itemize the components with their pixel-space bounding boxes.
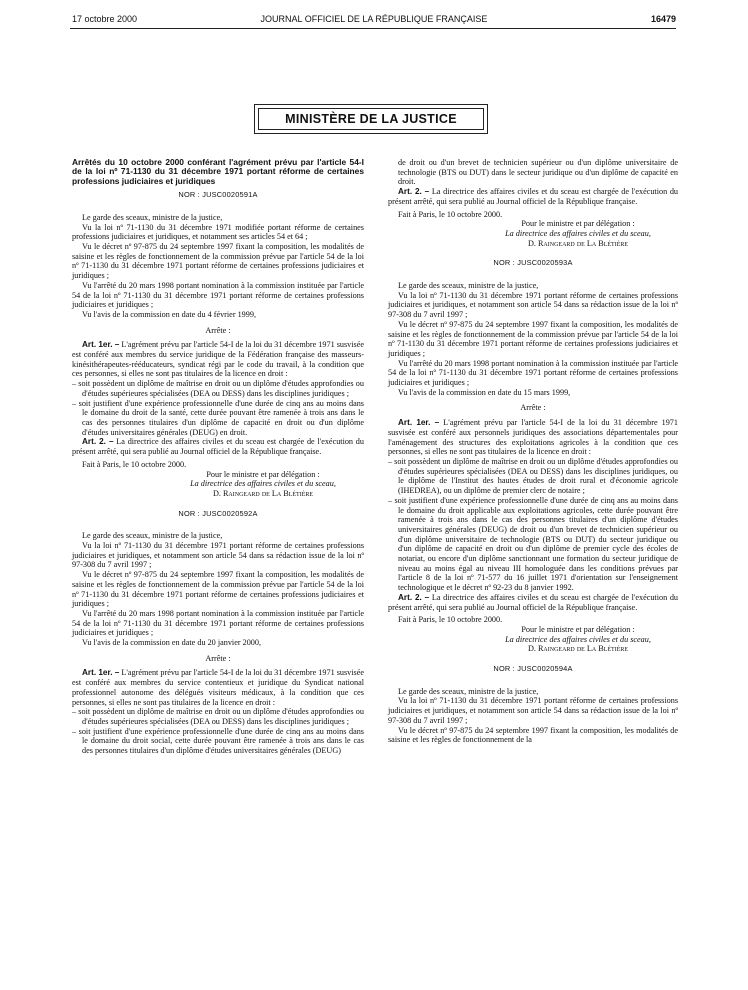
signature-line-1: Pour le ministre et par délégation : — [521, 624, 635, 634]
nor-reference: NOR : JUSC0020594A — [493, 664, 573, 674]
fait-line: Fait à Paris, le 10 octobre 2000. — [398, 615, 503, 625]
list-item-continued: de droit ou d'un brevet de technicien supérieur ou d'un diplôme universitaire de technologie (BTS ou DUT) dans le secteur juridique ou d'un diplôme de capacité en droit. — [398, 158, 678, 187]
signature-line-2: La directrice des affaires civiles et du sceau, — [505, 228, 651, 238]
nor-reference: NOR : JUSC0020591A — [178, 190, 258, 200]
paragraph: Vu la loi nº 71-1130 du 31 décembre 1971 portant réforme de certaines professions judiciaires et juridiques, et notamment son article 54 dans sa rédaction issue de la loi nº 97-308 du 7 avril 1997 ; — [72, 541, 364, 570]
header-rule — [70, 28, 676, 29]
paragraph: Vu l'avis de la commission en date du 4 février 1999, — [82, 309, 257, 319]
signature-line-2: La directrice des affaires civiles et du sceau, — [505, 634, 651, 644]
paragraph: Vu le décret nº 97-875 du 24 septembre 1997 fixant la composition, les modalités de saisine et les règles de fonctionnement de la commission prévue par l'article 54 de la loi nº 71-1130 du 31 décembre 1971 portant réforme de certaines professions judiciaires et juridiques ; — [72, 570, 364, 609]
list-item: – soit possèdent un diplôme de maîtrise en droit ou un diplôme d'études approfondies ou d'études supérieures spécialisées (DEA ou DESS) dans les disciplines juridiques ; — [72, 707, 364, 726]
list-item: – soit justifient d'une expérience professionnelle d'une durée de cinq ans au moins dans le domaine du droit de la santé, cette durée pouvant être ramenée à trois ans dans le cas des personnes titulaires d'un diplôme de capacité en droit ou d'un diplôme d'études universitaires générales (DEUG) en droit. — [72, 398, 364, 437]
ministry-box — [254, 104, 488, 134]
paragraph: Le garde des sceaux, ministre de la justice, — [398, 686, 539, 696]
paragraph: Le garde des sceaux, ministre de la justice, — [82, 531, 223, 541]
paragraph: Vu l'arrêté du 20 mars 1998 portant nomination à la commission instituée par l'article 54 de la loi nº 71-1130 du 31 décembre 1971 portant réforme de certaines professions judiciaires et juridiques ; — [388, 358, 678, 388]
paragraph: Vu le décret nº 97-875 du 24 septembre 1997 fixant la composition, les modalités de saisine et les règles de fonctionnement de la — [388, 725, 678, 745]
signature-line-1: Pour le ministre et par délégation : — [206, 469, 320, 479]
signature-name: D. Raingeard de La Blétière — [212, 488, 314, 498]
article-label: Art. 2. – — [398, 187, 430, 197]
page-header — [72, 14, 676, 28]
signature-line-1: Pour le ministre et par délégation : — [521, 219, 635, 229]
signature-line-2: La directrice des affaires civiles et du sceau, — [190, 479, 336, 489]
article-paragraph — [72, 668, 364, 707]
article-text: L'agrément prévu par l'article 54-I de la loi du 31 décembre 1971 susvisée est conféré aux personnels juridiques des associations départementales pour l'aménagement des structures des exploitations agricoles à la condition que ces personnes, si elles ne sont pas titulaires de la licence en droit : — [388, 418, 678, 457]
article-label: Art. 1er. – — [82, 340, 120, 350]
left-column — [72, 158, 364, 756]
paragraph: Vu l'arrêté du 20 mars 1998 portant nomination à la commission instituée par l'article 54 de la loi nº 71-1130 du 31 décembre 1971 portant réforme de certaines professions judiciaires et juridiques ; — [72, 608, 364, 638]
signature-name: D. Raingeard de La Blétière — [527, 238, 629, 248]
header-page-number: 16479 — [650, 14, 676, 24]
list-item: – soit justifient d'une expérience professionnelle d'une durée de cinq ans au moins dans le domaine du droit social, cette durée pouvant être ramenée à trois ans dans le cas des personnes titulaires d'un diplôme d'études universitaires générales (DEUG) — [72, 726, 364, 756]
article-text: La directrice des affaires civiles et du sceau est chargée de l'exécution du présent arrêté, qui sera publié au Journal officiel de la République française. — [72, 437, 364, 457]
article-paragraph — [72, 340, 364, 379]
right-column — [388, 158, 678, 745]
section-title: Arrêtés du 10 octobre 2000 conférant l'agrément prévu par l'article 54-I de la loi nº 71-1130 du 31 décembre 1971 portant réforme de certaines professions judiciaires et juridiques — [72, 157, 364, 186]
arrete-heading: Arrête : — [520, 403, 546, 413]
article-paragraph — [72, 437, 364, 456]
article-label: Art. 2. – — [82, 437, 114, 447]
paragraph: Vu le décret nº 97-875 du 24 septembre 1997 fixant la composition, les modalités de saisine et les règles de fonctionnement de la commission prévue par l'article 54 de la loi nº 71-1130 du 31 décembre 1971 portant réforme de certaines professions judiciaires et juridiques ; — [72, 242, 364, 281]
article-label: Art. 1er. – — [398, 418, 440, 428]
ministry-title: MINISTÈRE DE LA JUSTICE — [258, 108, 484, 130]
article-label: Art. 2. – — [398, 592, 430, 602]
fait-line: Fait à Paris, le 10 octobre 2000. — [398, 209, 503, 219]
fait-line: Fait à Paris, le 10 octobre 2000. — [82, 459, 187, 469]
article-text: La directrice des affaires civiles et du sceau est chargée de l'exécution du présent arrêté, qui sera publié au Journal officiel de la République française. — [388, 187, 679, 206]
paragraph: Vu l'arrêté du 20 mars 1998 portant nomination à la commission instituée par l'article 54 de la loi nº 71-1130 du 31 décembre 1971 portant réforme de certaines professions judiciaires et juridiques ; — [72, 280, 364, 310]
paragraph: Vu la loi nº 71-1130 du 31 décembre 1971 portant réforme de certaines professions judiciaires et juridiques, et notamment son article 54 dans sa rédaction issue de la loi nº 97-308 du 7 avril 1997 ; — [388, 696, 678, 725]
header-journal-title: JOURNAL OFFICIEL DE LA RÉPUBLIQUE FRANÇAISE — [260, 14, 488, 24]
signature-name: D. Raingeard de La Blétière — [527, 644, 629, 654]
article-text: La directrice des affaires civiles et du sceau est chargée de l'exécution du présent arrêté, qui sera publié au Journal officiel de la République française. — [388, 592, 679, 612]
arrete-heading: Arrête : — [205, 653, 231, 663]
paragraph: Vu la loi nº 71-1130 du 31 décembre 1971 portant réforme de certaines professions judiciaires et juridiques, et notamment son article 54 dans sa rédaction issue de la loi nº 97-308 du 7 avril 1997 ; — [388, 290, 678, 320]
article-text: L'agrément prévu par l'article 54-I de la loi du 31 décembre 1971 susvisée est conféré aux membres du service contentieux et juridique du Syndicat national professionnel autonome des délégués visiteurs médicaux, à la condition que ces personnes, si elles ne sont pas titulaires de la licence en droit : — [72, 668, 365, 707]
paragraph: Vu le décret nº 97-875 du 24 septembre 1997 fixant la composition, les modalités de saisine et les règles de fonctionnement de la commission prévue par l'article 54 de la loi nº 71-1130 du 31 décembre 1971 portant réforme de certaines professions judiciaires et juridiques ; — [388, 319, 678, 358]
article-label: Art. 1er. – — [82, 668, 120, 678]
paragraph: Le garde des sceaux, ministre de la justice, — [82, 212, 223, 222]
list-item: – soit justifient d'une expérience professionnelle d'une durée de cinq ans au moins dans le domaine du droit applicable aux exploitations agricoles, cette durée pouvant être ramenée à trois ans dans le cas des personnes titulaires d'un diplôme d'études universitaires générales (DEUG) de droit ou d'un brevet de technicien supérieur ou d'un diplôme universitaire de technologie (BTS ou DUT) du secteur juridique ou d'un diplôme de capacité en droit ou d'un diplôme de premier cycle des écoles de notariat, ou encore d'un diplôme sanctionnant une formation du secteur juridique de niveau au moins égal au niveau III homologuée dans les conditions prévues par l'article 8 de la loi nº 71-577 du 16 juillet 1971 d'orientation sur l'enseignement technologique et le décret nº 92-23 du 8 janvier 1992. — [388, 495, 678, 593]
article-paragraph — [388, 418, 678, 457]
article-paragraph — [388, 593, 678, 612]
list-item: – soit possèdent un diplôme de maîtrise en droit ou un diplôme d'études approfondies ou d'études supérieures spécialisées (DEA ou DESS) dans les disciplines juridiques ; — [72, 379, 364, 398]
nor-reference: NOR : JUSC0020593A — [493, 258, 573, 268]
paragraph: Vu la loi nº 71-1130 du 31 décembre 1971 modifiée portant réforme de certaines professions judiciaires et juridiques, et notamment ses articles 54 et 64 ; — [72, 222, 364, 242]
paragraph: Le garde des sceaux, ministre de la justice, — [398, 281, 539, 291]
paragraph: Vu l'avis de la commission en date du 20 janvier 2000, — [82, 638, 262, 648]
arrete-heading: Arrête : — [205, 325, 231, 335]
nor-reference: NOR : JUSC0020592A — [178, 508, 258, 518]
list-item: – soit possèdent un diplôme de maîtrise en droit ou un diplôme d'études approfondies ou d'études supérieures spécialisées (DEA ou DESS) dans les disciplines juridiques, ou le diplôme de l'Institut des hautes études de droit rural et d'économie agricole (IHEDREA), ou un diplôme de premier clerc de notaire ; — [388, 456, 678, 496]
paragraph: Vu l'avis de la commission en date du 15 mars 1999, — [398, 387, 571, 397]
header-date: 17 octobre 2000 — [72, 14, 138, 24]
article-paragraph — [388, 187, 678, 206]
article-text: L'agrément prévu par l'article 54-I de la loi du 31 décembre 1971 susvisée est conféré aux membres du service juridique de la Fédération française des masseurs-kinésithérapeutes-rééducateurs, syndicat régi par le code du travail, à la condition que ces personnes, si elles ne sont pas titulaires de la licence en droit : — [72, 340, 365, 379]
